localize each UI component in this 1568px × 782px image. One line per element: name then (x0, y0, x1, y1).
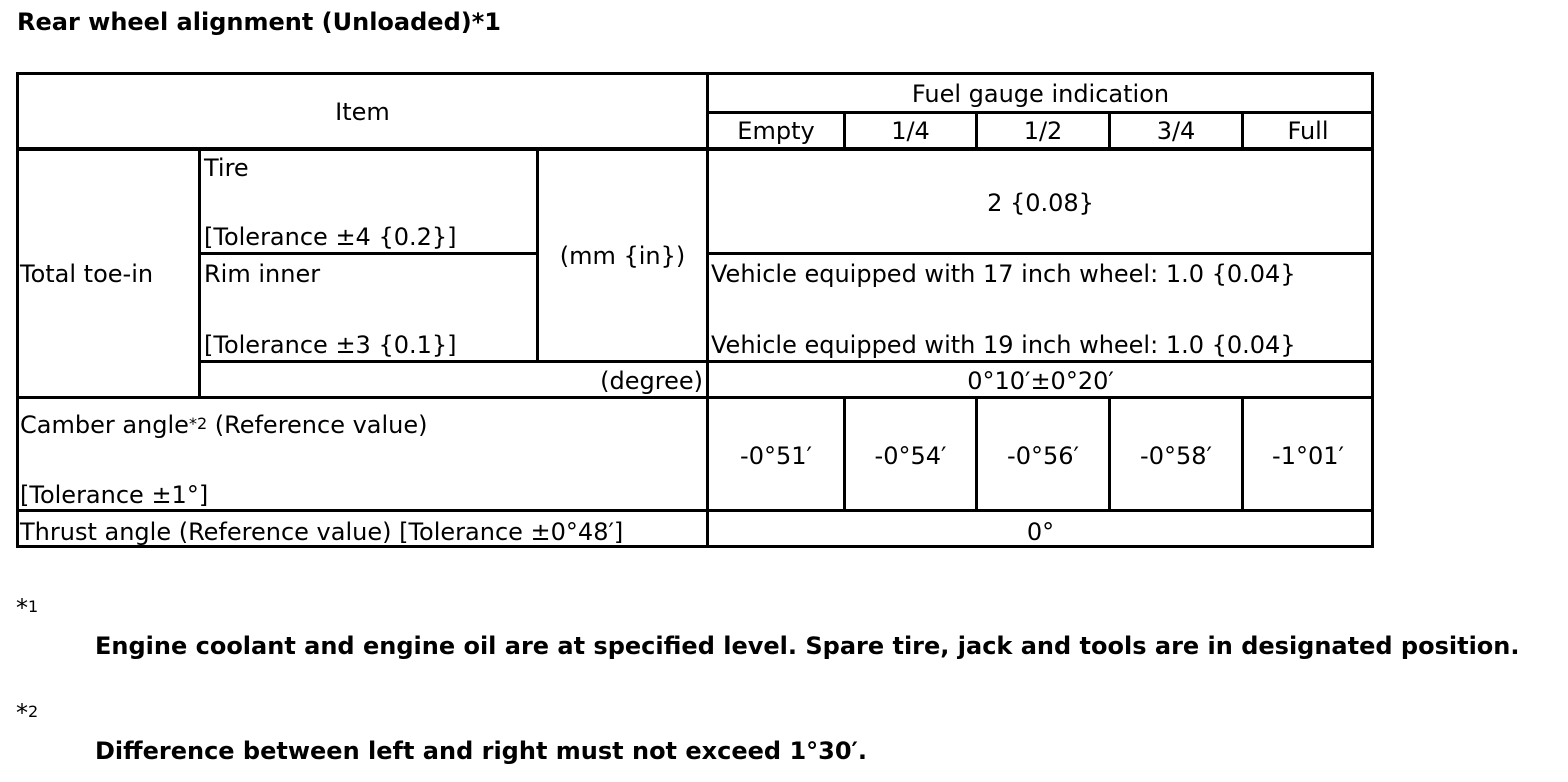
thrust-angle-value: 0° (1026, 518, 1055, 546)
header-level-half: 1/2 (1023, 117, 1063, 145)
camber-tolerance: [Tolerance ±1°] (20, 481, 209, 509)
header-level-full: Full (1287, 117, 1329, 145)
camber-value-three-quarter: -0°58′ (1140, 442, 1212, 470)
footnote-2-mark: *$^2$ (16, 699, 39, 727)
footnote-ref-2: *2 (188, 414, 208, 433)
camber-value-half: -0°56′ (1007, 442, 1079, 470)
alignment-table (16, 72, 1374, 548)
rule (19, 509, 1372, 512)
rule (708, 111, 1372, 114)
total-toe-in-label: Total toe-in (20, 260, 154, 288)
footnote-2-text: Difference between left and right must not exceed 1°30′. (95, 737, 867, 765)
rim-value-17-inch: Vehicle equipped with 17 inch wheel: 1.0 {0.04} (711, 260, 1296, 288)
tire-toe-value: 2 {0.08} (987, 189, 1094, 217)
header-fuel-gauge: Fuel gauge indication (911, 80, 1170, 108)
camber-value-empty: -0°51′ (740, 442, 812, 470)
rim-tolerance: [Tolerance ±3 {0.1}] (204, 331, 457, 359)
tire-label: Tire (204, 154, 249, 182)
header-level-empty: Empty (737, 117, 815, 145)
thrust-angle-label: Thrust angle (Reference value) [Tolerance ±0°48′] (20, 518, 624, 546)
rule (19, 147, 1372, 151)
camber-value-quarter: -0°54′ (874, 442, 947, 470)
rim-value-19-inch: Vehicle equipped with 19 inch wheel: 1.0 {0.04} (711, 331, 1296, 359)
rule (19, 396, 1372, 399)
toe-degree-value: 0°10′±0°20′ (967, 367, 1114, 395)
rule (706, 75, 709, 545)
page-title: Rear wheel alignment (Unloaded)*1 (17, 8, 501, 36)
rule (198, 147, 201, 397)
camber-value-full: -1°01′ (1272, 442, 1344, 470)
footnote-1-text: Engine coolant and engine oil are at specified level. Spare tire, jack and tools are in designated position. (95, 632, 1520, 660)
header-level-three-quarter: 3/4 (1156, 117, 1196, 145)
unit-mm-in: (mm {in}) (559, 242, 686, 270)
rule (708, 252, 1372, 255)
camber-angle-label: Camber angle$^{*2}$ (Reference value) (20, 411, 428, 439)
rim-inner-label: Rim inner (204, 260, 321, 288)
rule (200, 360, 1372, 363)
unit-degree: (degree) (600, 367, 703, 395)
header-level-quarter: 1/4 (891, 117, 930, 145)
footnote-1-mark: *$^1$ (16, 594, 39, 622)
tire-tolerance: [Tolerance ±4 {0.2}] (204, 223, 457, 251)
rule (200, 252, 537, 255)
header-item: Item (335, 98, 390, 126)
